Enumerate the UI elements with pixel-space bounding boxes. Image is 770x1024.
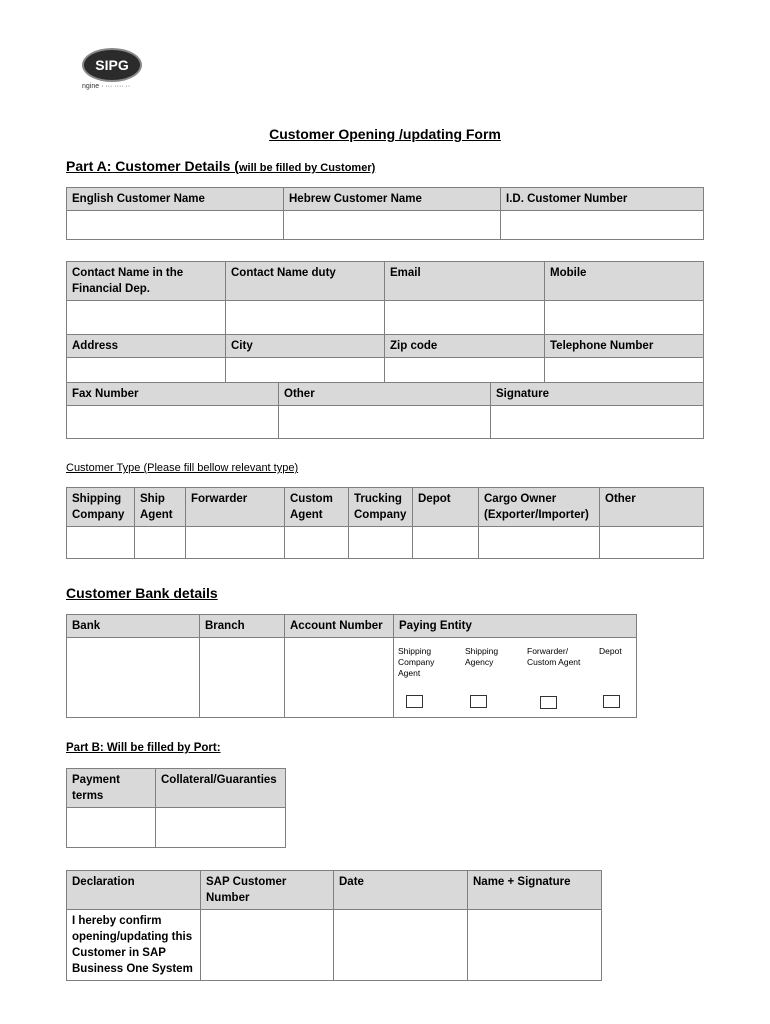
fax-other-signature-table: [66, 382, 704, 439]
paying-entity-depot-label: Depot: [599, 646, 622, 656]
hebrew-customer-name-field[interactable]: [284, 211, 501, 240]
date-header: Date: [334, 871, 468, 910]
date-field[interactable]: [334, 910, 468, 981]
type-custom-agent-field[interactable]: [285, 527, 349, 559]
other-header: Other: [279, 383, 491, 406]
bank-header: Bank: [67, 615, 200, 638]
type-ship-agent-header: Ship Agent: [135, 488, 186, 527]
contact-name-duty-header: Contact Name duty: [226, 262, 385, 301]
fax-number-field[interactable]: [67, 406, 279, 439]
sap-customer-number-header: SAP Customer Number: [201, 871, 334, 910]
bank-details-table: [66, 614, 637, 718]
contact-name-financial-header: Contact Name in the Financial Dep.: [67, 262, 226, 301]
city-header: City: [226, 335, 385, 358]
type-other-header: Other: [600, 488, 704, 527]
type-shipping-company-field[interactable]: [67, 527, 135, 559]
customer-type-table: [66, 487, 704, 559]
type-trucking-company-field[interactable]: [349, 527, 413, 559]
paying-entity-depot-checkbox[interactable]: [603, 695, 620, 708]
declaration-text: I hereby confirm opening/updating this Customer in SAP Business One System: [67, 910, 201, 981]
part-b-heading: Part B: Will be filled by Port:: [66, 742, 221, 754]
fax-number-header: Fax Number: [67, 383, 279, 406]
type-ship-agent-field[interactable]: [135, 527, 186, 559]
paying-entity-header: Paying Entity: [394, 615, 637, 638]
company-logo: [82, 48, 142, 90]
paying-entity-forwarder-checkbox[interactable]: [540, 696, 557, 709]
paying-entity-shipping-agency-label: Shipping Agency: [465, 646, 499, 667]
paying-entity-options: [394, 638, 637, 718]
paying-entity-forwarder-label: Forwarder/ Custom Agent: [527, 646, 581, 667]
type-forwarder-field[interactable]: [186, 527, 285, 559]
paying-entity-shipping-company-agent-checkbox[interactable]: [406, 695, 423, 708]
sap-customer-number-field[interactable]: [201, 910, 334, 981]
english-customer-name-field[interactable]: [67, 211, 284, 240]
type-shipping-company-header: Shipping Company: [67, 488, 135, 527]
paying-entity-shipping-agency-checkbox[interactable]: [470, 695, 487, 708]
collateral-guaranties-header: Collateral/Guaranties: [156, 769, 286, 808]
form-title: Customer Opening /updating Form: [269, 126, 501, 142]
zip-code-header: Zip code: [385, 335, 545, 358]
logo-text: SIPG: [95, 57, 129, 73]
part-a-heading-note: will be filled by Customer): [238, 162, 376, 174]
type-forwarder-header: Forwarder: [186, 488, 285, 527]
part-a-heading-main: Part A: Customer Details (: [66, 158, 239, 174]
other-field[interactable]: [279, 406, 491, 439]
payment-terms-header: Payment terms: [67, 769, 156, 808]
hebrew-customer-name-header: Hebrew Customer Name: [284, 188, 501, 211]
id-customer-number-header: I.D. Customer Number: [501, 188, 704, 211]
part-a-heading: [66, 158, 375, 174]
mobile-field[interactable]: [545, 301, 704, 335]
logo-oval: [82, 48, 142, 82]
branch-field[interactable]: [200, 638, 285, 718]
contact-name-duty-field[interactable]: [226, 301, 385, 335]
address-header: Address: [67, 335, 226, 358]
customer-type-caption: Customer Type (Please fill bellow relevant type): [66, 462, 299, 474]
account-number-header: Account Number: [285, 615, 394, 638]
contact-name-financial-field[interactable]: [67, 301, 226, 335]
mobile-header: Mobile: [545, 262, 704, 301]
collateral-guaranties-field[interactable]: [156, 808, 286, 848]
telephone-number-header: Telephone Number: [545, 335, 704, 358]
name-signature-header: Name + Signature: [468, 871, 602, 910]
email-header: Email: [385, 262, 545, 301]
type-cargo-owner-field[interactable]: [479, 527, 600, 559]
declaration-table: [66, 870, 602, 981]
signature-header: Signature: [491, 383, 704, 406]
paying-entity-shipping-company-agent-label: Shipping Company Agent: [398, 646, 435, 678]
payment-terms-field[interactable]: [67, 808, 156, 848]
type-depot-field[interactable]: [413, 527, 479, 559]
english-customer-name-header: English Customer Name: [67, 188, 284, 211]
bank-details-heading: [66, 585, 218, 601]
declaration-header: Declaration: [67, 871, 201, 910]
account-number-field[interactable]: [285, 638, 394, 718]
customer-name-table: [66, 187, 704, 240]
contact-details-table: [66, 261, 704, 392]
logo-tagline: ngine · ··· ···· ··: [82, 83, 131, 90]
bank-field[interactable]: [67, 638, 200, 718]
type-trucking-company-header: Trucking Company: [349, 488, 413, 527]
type-custom-agent-header: Custom Agent: [285, 488, 349, 527]
name-signature-field[interactable]: [468, 910, 602, 981]
bank-details-heading-text: Customer Bank details: [66, 585, 218, 601]
signature-field[interactable]: [491, 406, 704, 439]
type-cargo-owner-header: Cargo Owner (Exporter/Importer): [479, 488, 600, 527]
id-customer-number-field[interactable]: [501, 211, 704, 240]
type-depot-header: Depot: [413, 488, 479, 527]
email-field[interactable]: [385, 301, 545, 335]
branch-header: Branch: [200, 615, 285, 638]
part-b-table: [66, 768, 286, 848]
type-other-field[interactable]: [600, 527, 704, 559]
